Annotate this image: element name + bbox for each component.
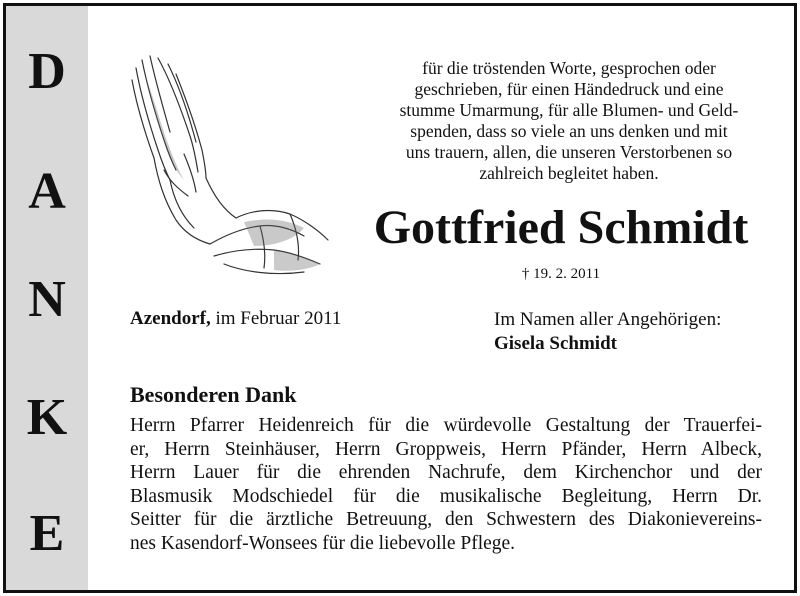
thanks-body (130, 414, 762, 556)
thanks-heading: Besonderen Dank (130, 382, 297, 407)
danke-letter: N (28, 271, 66, 328)
family-label: Im Namen aller Angehörigen: (494, 309, 722, 330)
family-signer: Gisela Schmidt (494, 333, 617, 354)
place-month: im Februar 2011 (215, 308, 342, 329)
obituary-frame (3, 3, 797, 593)
thanks-line: nes Kasendorf-Wonsees für die liebevolle Pflege. (130, 532, 516, 554)
place-date (130, 308, 341, 330)
praying-hands-icon (124, 50, 334, 282)
intro-text (354, 58, 784, 184)
thanks-line: er, Herrn Steinhäuser, Herrn Groppweis, Herrn Pfänder, Herrn Albeck, (130, 438, 762, 460)
intro-line: geschrieben, für einen Händedruck und eine (414, 79, 724, 99)
intro-line: spenden, dass so viele an uns denken und mit (410, 121, 728, 141)
intro-line: stumme Umarmung, für alle Blumen- und Geld- (399, 100, 739, 120)
thanks-line: Herrn Lauer für die ehrenden Nachrufe, dem Kirchenchor und der (130, 462, 762, 484)
danke-sidebar (6, 6, 88, 590)
danke-letter: D (28, 43, 66, 100)
thanks-line: Blasmusik Modschiedel für die musikalische Begleitung, Herrn Dr. (130, 485, 762, 507)
thanks-line: Herrn Pfarrer Heidenreich für die würdevolle Gestaltung der Trauerfei- (130, 415, 762, 436)
intro-line: für die tröstenden Worte, gesprochen oder (422, 58, 716, 78)
death-date: † 19. 2. 2011 (521, 266, 601, 282)
danke-letter: A (28, 163, 66, 220)
intro-line: zahlreich begleitet haben. (479, 163, 659, 183)
deceased-name: Gottfried Schmidt (373, 201, 749, 254)
place-town: Azendorf, (130, 308, 211, 329)
thanks-line: Seitter für die ärztliche Betreuung, den Schwestern des Diakonievereins- (130, 509, 762, 531)
danke-letter: E (29, 505, 65, 562)
danke-letter: K (26, 389, 68, 446)
family-signature (494, 308, 721, 356)
intro-line: uns trauern, allen, die unseren Verstorbenen so (405, 142, 733, 162)
